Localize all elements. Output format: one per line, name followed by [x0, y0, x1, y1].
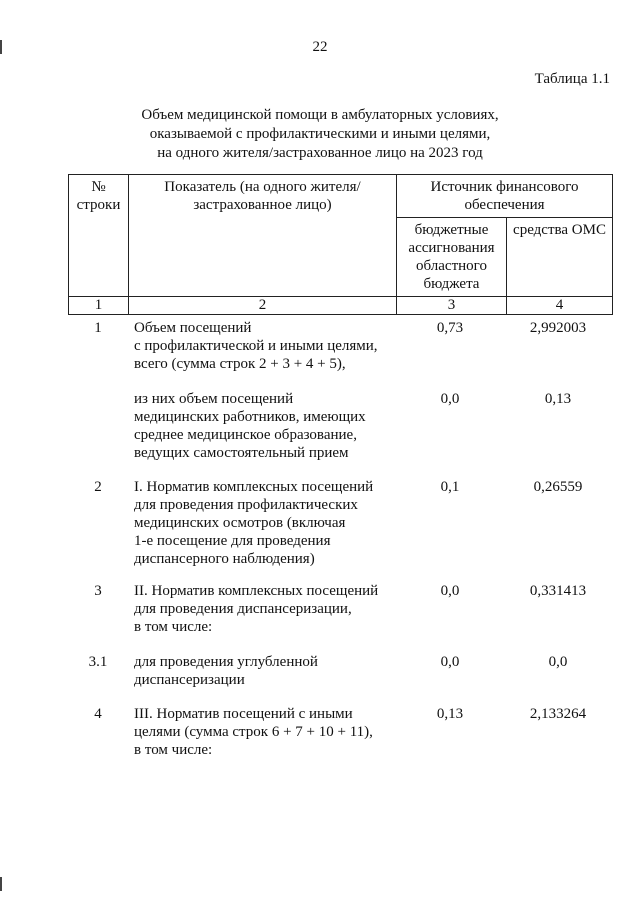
column-number: 4 [507, 297, 613, 315]
indicator-line: с профилактической и иными целями, [134, 338, 378, 354]
budget-value: 0,0 [440, 391, 460, 407]
row-indicator [134, 705, 396, 759]
table-header [68, 174, 613, 315]
column-number: 2 [129, 297, 397, 315]
title-line: Объем медицинской помощи в амбулаторных условиях, [141, 107, 499, 123]
indicator-line: для проведения профилактических [134, 497, 358, 513]
title-line: на одного жителя/застрахованное лицо на 2023 год [157, 145, 483, 161]
column-number: 3 [397, 297, 507, 315]
indicator-line: всего (сумма строк 2 + 3 + 4 + 5), [134, 356, 346, 372]
indicator-line: ведущих самостоятельный прием [134, 445, 349, 461]
oms-value: 0,26559 [533, 479, 583, 495]
row-indicator [134, 653, 396, 689]
indicator-line: I. Норматив комплексных посещений [134, 479, 374, 495]
table-label: Таблица 1.1 [534, 71, 610, 87]
header-funding-source: Источник финансового обеспечения [397, 175, 613, 218]
row-indicator [134, 390, 396, 462]
indicator-line: II. Норматив комплексных посещений [134, 583, 379, 599]
page-number: 22 [312, 39, 328, 55]
oms-value: 0,0 [548, 654, 568, 670]
budget-value: 0,1 [440, 479, 460, 495]
indicator-line: медицинских осмотров (включая [134, 515, 346, 531]
budget-value: 0,0 [440, 583, 460, 599]
indicator-line: 1-е посещение для проведения [134, 533, 331, 549]
budget-value: 0,0 [440, 654, 460, 670]
row-number: 2 [94, 479, 102, 495]
row-indicator [134, 582, 396, 636]
indicator-line: для проведения диспансеризации, [134, 601, 352, 617]
oms-value: 0,13 [544, 391, 572, 407]
header-oms: средства ОМС [507, 218, 613, 297]
title-line: оказываемой с профилактическими и иными целями, [149, 126, 491, 142]
indicator-line: диспансеризации [134, 672, 245, 688]
budget-value: 0,13 [436, 706, 464, 722]
indicator-line: целями (сумма строк 6 + 7 + 10 + 11), [134, 724, 373, 740]
scan-edge-mark [0, 877, 2, 891]
row-indicator [134, 319, 396, 373]
column-number: 1 [69, 297, 129, 315]
row-number: 1 [94, 320, 102, 336]
indicator-line: в том числе: [134, 619, 213, 635]
indicator-line: медицинских работников, имеющих [134, 409, 366, 425]
indicator-line: для проведения углубленной [134, 654, 318, 670]
indicator-line: III. Норматив посещений с иными [134, 706, 353, 722]
oms-value: 2,992003 [529, 320, 587, 336]
header-budget: бюджетные ассигнования областного бюджета [397, 218, 507, 297]
oms-value: 2,133264 [529, 706, 587, 722]
row-number: 3.1 [88, 654, 108, 670]
indicator-line: диспансерного наблюдения) [134, 551, 315, 567]
row-indicator [134, 478, 396, 568]
header-indicator: Показатель (на одного жителя/застрахованное лицо) [129, 175, 397, 297]
indicator-line: среднее медицинское образование, [134, 427, 357, 443]
indicator-line: в том числе: [134, 742, 213, 758]
indicator-line: Объем посещений [134, 320, 252, 336]
indicator-line: из них объем посещений [134, 391, 294, 407]
header-row-number: № строки [69, 175, 129, 297]
oms-value: 0,331413 [529, 583, 587, 599]
table-title [0, 106, 640, 163]
budget-value: 0,73 [436, 320, 464, 336]
row-number: 3 [94, 583, 102, 599]
row-number: 4 [94, 706, 102, 722]
